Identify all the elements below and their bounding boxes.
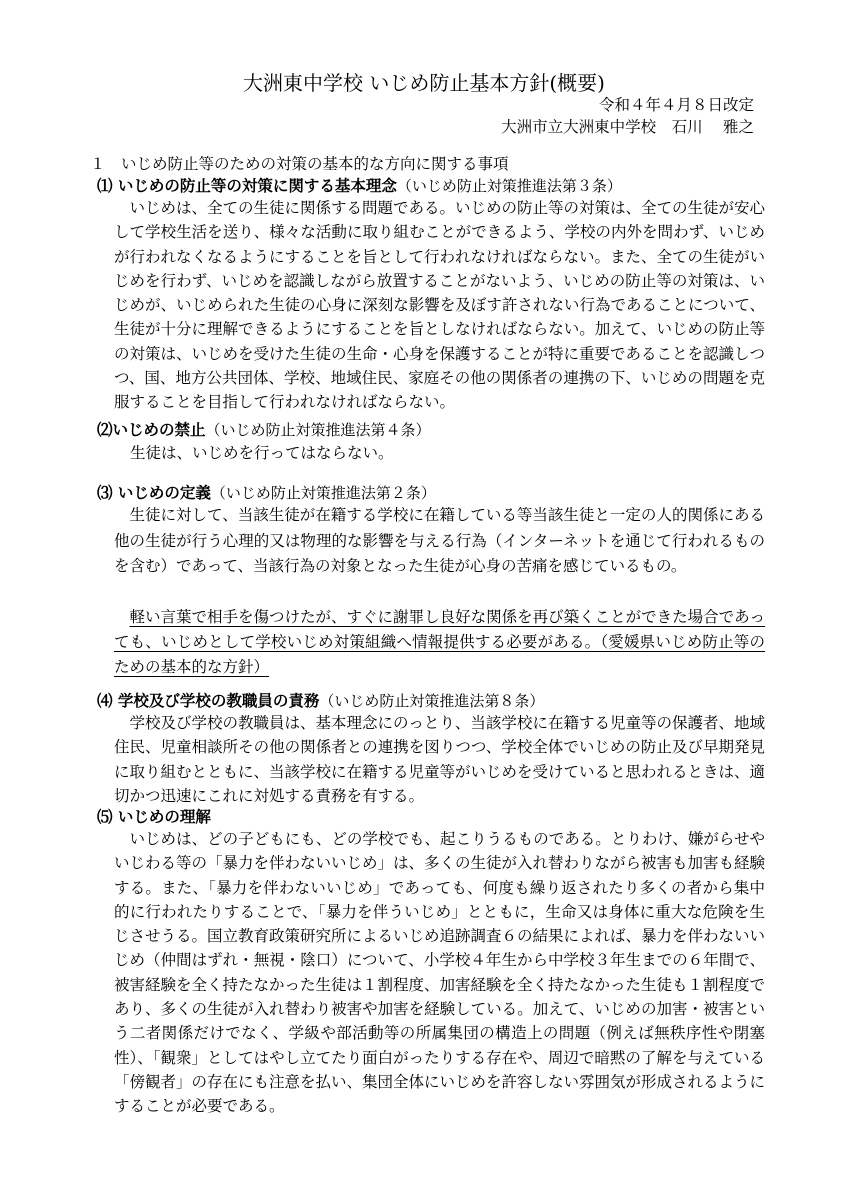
section-1-3-body: 生徒に対して、当該生徒が在籍する学校に在籍している等当該生徒と一定の人的関係にある他の生徒が行う心理的又は物理的な影響を与える行為（インターネットを通じて行われるものを含む）であって、当該行為の対象となった生徒が心身の苦痛を感じているもの。 (114, 506, 765, 575)
section-1-1-heading: ⑴ いじめの防止等の対策に関する基本理念 (97, 176, 397, 195)
section-1-1-heading-row (97, 174, 622, 198)
section-1-1-body: いじめは、全ての生徒に関係する問題である。いじめの防止等の対策は、全ての生徒が安心して学校生活を送り、様々な活動に取り組むことができるよう、学校の内外を問わず、いじめが行われなくなるようにすることを旨として行われなければならない。また、全ての生徒がいじめを行わず、いじめを認識しながら放置することがないよう、いじめの防止等の対策は、いじめが、いじめられた生徒の心身に深刻な影響を及ぼす許されない行為であることについて、生徒が十分に理解できるようにすることを旨としなければならない。加えて、いじめの防止等の対策は、いじめを受けた生徒の生命・心身を保護することが特に重要であることを認識しつつ、国、地方公共団体、学校、地域住民、家庭その他の関係者の連携の下、いじめの問題を克服することを目指して行われなければならない。 (114, 199, 766, 412)
author-line: 大洲市立大洲東中学校 石川 雅之 (501, 118, 754, 136)
section-1-3-law-ref: （いじめ防止対策推進法第２条） (210, 484, 436, 502)
section-1-4-heading: ⑷ 学校及び学校の教職員の責務 (97, 691, 320, 710)
document-title: 大洲東中学校 いじめ防止基本方針(概要) (243, 71, 605, 95)
section-1-1-law-ref: （いじめ防止対策推進法第３条） (396, 177, 622, 195)
section-1-4-heading-row (97, 689, 544, 713)
revision-date: 令和４年４月８日改定 (598, 96, 754, 114)
section-1-2-law-ref: （いじめ防止対策推進法第４条） (205, 421, 431, 439)
section-1-3-heading-row (97, 481, 436, 505)
section-1-5-body: いじめは、どの子どもにも、どの学校でも、起こりうるものである。とりわけ、嫌がらせやいじわる等の「暴力を伴わないいじめ」は、多くの生徒が入れ替わりながら被害も加害も経験する。また、「暴力を伴わないいじめ」であっても、何度も繰り返されたり多くの者から集中的に行われたりすることで、「暴力を伴ういじめ」とともに，生命又は身体に重大な危険を生じさせうる。国立教育政策研究所によるいじめ追跡調査６の結果によれば、暴力を伴わないいじめ（仲間はずれ・無視・陰口）について、小学校４年生から中学校３年生までの６年間で、被害経験を全く持たなかった生徒は１割程度、加害経験を全く持たなかった生徒も１割程度であり、多くの生徒が入れ替わり被害や加害を経験している。加えて、いじめの加害・被害という二者関係だけでなく、学級や部活動等の所属集団の構造上の問題（例えば無秩序性や閉塞性）、「観衆」としてはやし立てたり面白がったりする存在や、周辺で暗黙の了解を与えている「傍観者」の存在にも注意を払い、集団全体にいじめを許容しない雰囲気が形成されるようにすることが必要である。 (114, 830, 766, 1116)
section-1-4-body: 学校及び学校の教職員は、基本理念にのっとり、当該学校に在籍する児童等の保護者、地域住民、児童相談所その他の関係者との連携を図りつつ、学校全体でいじめの防止及び早期発見に取り組むとともに、当該学校に在籍する児童等がいじめを受けていると思われるときは、適切かつ迅速にこれに対処する責務を有する。 (114, 714, 766, 805)
section-1-3-heading: ⑶ いじめの定義 (97, 483, 211, 502)
section-1-heading: １ いじめ防止等のための対策の基本的な方向に関する事項 (90, 155, 509, 173)
section-1-5-heading: ⑸ いじめの理解 (97, 807, 211, 826)
section-1-2-heading: ⑵いじめの禁止 (97, 420, 206, 439)
section-1-2-heading-row (97, 418, 431, 442)
section-1-4-law-ref: （いじめ防止対策推進法第８条） (319, 692, 545, 710)
section-1-2-body: 生徒は、いじめを行ってはならない。 (130, 444, 394, 462)
section-1-3-note: 軽い言葉で相手を傷つけたが、すぐに謝罪し良好な関係を再び築くことができた場合であっても、いじめとして学校いじめ対策組織へ情報提供する必要がある。（愛媛県いじめ防止等のための基本的な方針） (114, 608, 765, 676)
